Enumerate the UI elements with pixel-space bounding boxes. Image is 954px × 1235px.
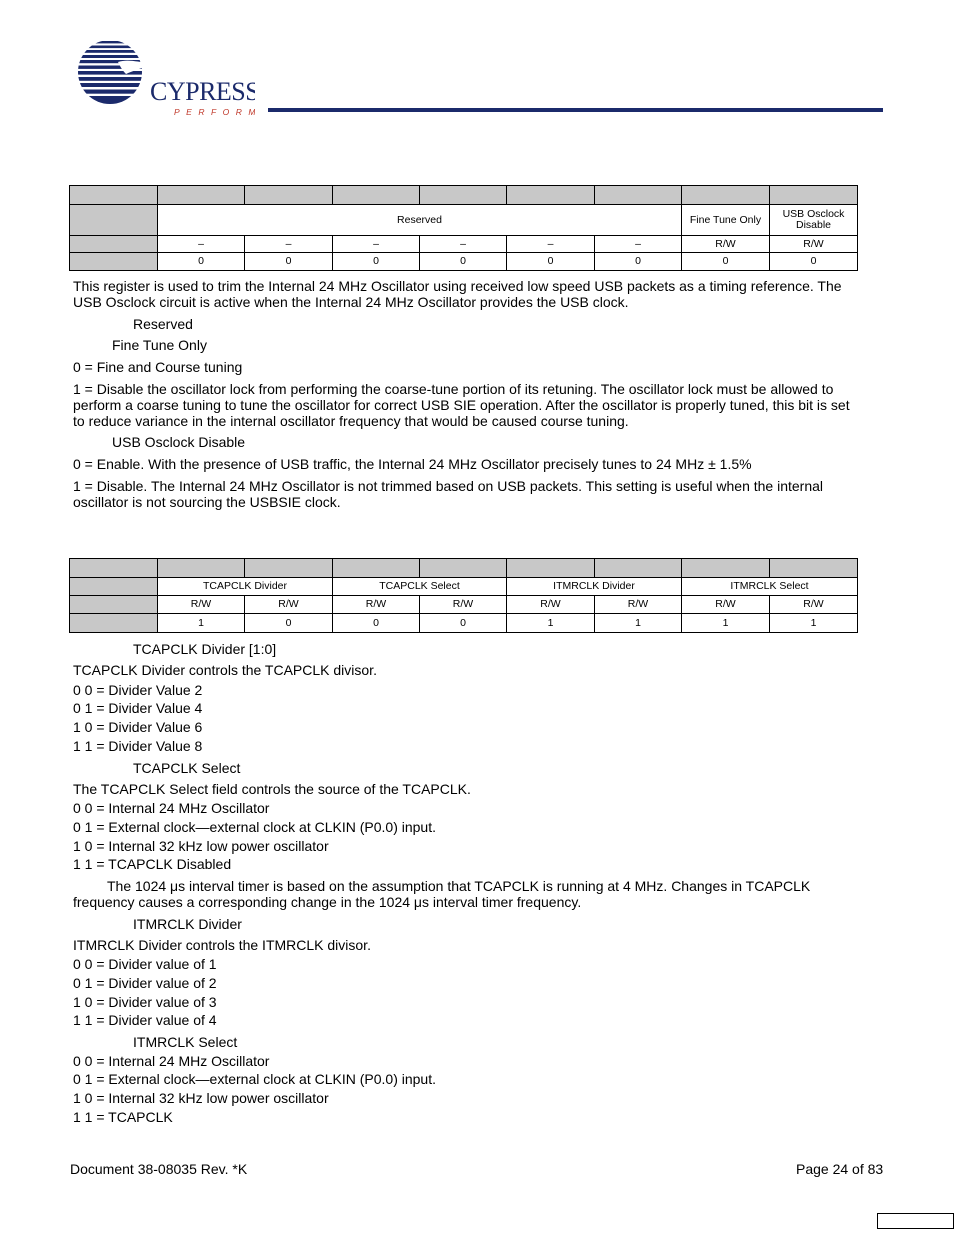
tcapclk-select-opt: 0 1 = External clock—external clock at CLKIN (P0.0) input. <box>73 819 436 835</box>
default-cell: 0 <box>245 253 333 271</box>
tcapclk-select-opt: 0 0 = Internal 24 MHz Oscillator <box>73 800 270 816</box>
field-tcapclk-select: TCAPCLK Select <box>333 578 507 596</box>
tcapclk-divider-opt: 1 1 = Divider Value 8 <box>73 738 203 754</box>
default-cell: 0 <box>420 253 507 271</box>
access-cell: R/W <box>595 596 682 614</box>
itmrclk-divider-opt: 0 1 = Divider value of 2 <box>73 975 217 991</box>
itmrclk-divider-opt: 0 0 = Divider value of 1 <box>73 956 217 972</box>
default-cell: 0 <box>420 614 507 633</box>
access-cell: – <box>158 236 245 253</box>
default-cell: 1 <box>682 614 770 633</box>
access-cell: – <box>245 236 333 253</box>
tcapclk-divider-desc: TCAPCLK Divider controls the TCAPCLK divisor. <box>73 662 377 678</box>
reserved-label: Reserved <box>133 316 193 332</box>
access-cell: R/W <box>333 596 420 614</box>
field-usb-osclock: USB Osclock Disable <box>770 205 858 236</box>
field-row <box>70 205 858 236</box>
fine-tune-0: 0 = Fine and Course tuning <box>73 359 243 375</box>
feedback-box[interactable] <box>877 1213 954 1229</box>
default-cell: 0 <box>595 253 682 271</box>
default-cell: 0 <box>770 253 858 271</box>
itmrclk-divider-desc: ITMRCLK Divider controls the ITMRCLK divisor. <box>73 937 371 953</box>
usb-osclock-1: 1 = Disable. The Internal 24 MHz Oscillator is not trimmed based on USB packets. This setting is useful when the internal oscillator is not sourcing the USBSIE clock. <box>73 478 824 510</box>
tcapclk-select-desc: The TCAPCLK Select field controls the source of the TCAPCLK. <box>73 781 471 797</box>
register-table-1 <box>69 185 858 271</box>
default-cell: 1 <box>158 614 245 633</box>
access-cell: – <box>333 236 420 253</box>
tcapclk-divider-label: TCAPCLK Divider [1:0] <box>133 641 277 657</box>
itmrclk-divider-opt: 1 1 = Divider value of 4 <box>73 1012 217 1028</box>
usb-osclock-label: USB Osclock Disable <box>112 434 246 450</box>
field-tcapclk-divider: TCAPCLK Divider <box>158 578 333 596</box>
field-fine-tune: Fine Tune Only <box>682 205 770 236</box>
default-cell: 0 <box>158 253 245 271</box>
default-cell: 1 <box>595 614 682 633</box>
access-cell: R/W <box>420 596 507 614</box>
access-cell: R/W <box>770 596 858 614</box>
tcapclk-select-opt: 1 1 = TCAPCLK Disabled <box>73 856 232 872</box>
register-table-2 <box>69 558 858 633</box>
default-cell: 0 <box>333 614 420 633</box>
interval-timer-note: The 1024 μs interval timer is based on the assumption that TCAPCLK is running at 4 MHz. Changes in TCAPCLK frequency causes a corresponding change in the 1024 μs interval timer frequency. <box>73 878 811 910</box>
default-row <box>70 614 858 633</box>
itmrclk-select-opt: 1 0 = Internal 32 kHz low power oscillator <box>73 1090 329 1106</box>
bit-header-row <box>70 186 858 205</box>
tcapclk-divider-opt: 1 0 = Divider Value 6 <box>73 719 203 735</box>
default-cell: 0 <box>507 253 595 271</box>
tcapclk-divider-opt: 0 1 = Divider Value 4 <box>73 700 203 716</box>
fine-tune-1: 1 = Disable the oscillator lock from performing the coarse-tune portion of its retuning. The oscillator lock must be allowed to perform a coarse tuning to tune the oscillator for correct USB SIE operation. After the oscillator is properly tuned, this bit is set to reduce variance in the internal oscillator frequency that would be caused course tuning. <box>73 381 850 429</box>
fine-tune-label: Fine Tune Only <box>112 337 207 353</box>
itmrclk-divider-opt: 1 0 = Divider value of 3 <box>73 994 217 1010</box>
itmrclk-select-opt: 0 0 = Internal 24 MHz Oscillator <box>73 1053 270 1069</box>
default-cell: 0 <box>245 614 333 633</box>
logo-tagline: PERFORM <box>174 107 255 117</box>
tcapclk-divider-opt: 0 0 = Divider Value 2 <box>73 682 203 698</box>
header-rule <box>268 108 883 112</box>
itmrclk-divider-label: ITMRCLK Divider <box>133 916 242 932</box>
default-cell: 0 <box>682 253 770 271</box>
access-row <box>70 236 858 253</box>
access-cell: – <box>420 236 507 253</box>
bit-header-row <box>70 559 858 578</box>
field-reserved: Reserved <box>158 205 682 236</box>
field-row <box>70 578 858 596</box>
document-number: Document 38-08035 Rev. *K <box>70 1161 248 1177</box>
default-cell: 1 <box>507 614 595 633</box>
intro-paragraph: This register is used to trim the Internal 24 MHz Oscillator using received low speed USB packets as a timing reference. The USB Osclock circuit is active when the Internal 24 MHz Oscillator provides the USB clock. <box>73 278 842 310</box>
tcapclk-select-opt: 1 0 = Internal 32 kHz low power oscillator <box>73 838 329 854</box>
cypress-logo <box>70 40 255 118</box>
access-cell: – <box>595 236 682 253</box>
access-cell: R/W <box>245 596 333 614</box>
default-cell: 1 <box>770 614 858 633</box>
itmrclk-select-label: ITMRCLK Select <box>133 1034 238 1050</box>
default-row <box>70 253 858 271</box>
access-row <box>70 596 858 614</box>
field-itmrclk-select: ITMRCLK Select <box>682 578 858 596</box>
logo-wordmark: CYPRESS <box>150 77 255 106</box>
itmrclk-select-opt: 1 1 = TCAPCLK <box>73 1109 173 1125</box>
field-itmrclk-divider: ITMRCLK Divider <box>507 578 682 596</box>
default-cell: 0 <box>333 253 420 271</box>
itmrclk-select-opt: 0 1 = External clock—external clock at CLKIN (P0.0) input. <box>73 1071 436 1087</box>
access-cell: R/W <box>158 596 245 614</box>
page-number: Page 24 of 83 <box>796 1161 884 1177</box>
access-cell: R/W <box>507 596 595 614</box>
access-cell: R/W <box>682 596 770 614</box>
usb-osclock-0: 0 = Enable. With the presence of USB traffic, the Internal 24 MHz Oscillator precisely tunes to 24 MHz ± 1.5% <box>73 456 752 472</box>
tcapclk-select-label: TCAPCLK Select <box>133 760 241 776</box>
access-cell: – <box>507 236 595 253</box>
access-cell: R/W <box>682 236 770 253</box>
access-cell: R/W <box>770 236 858 253</box>
